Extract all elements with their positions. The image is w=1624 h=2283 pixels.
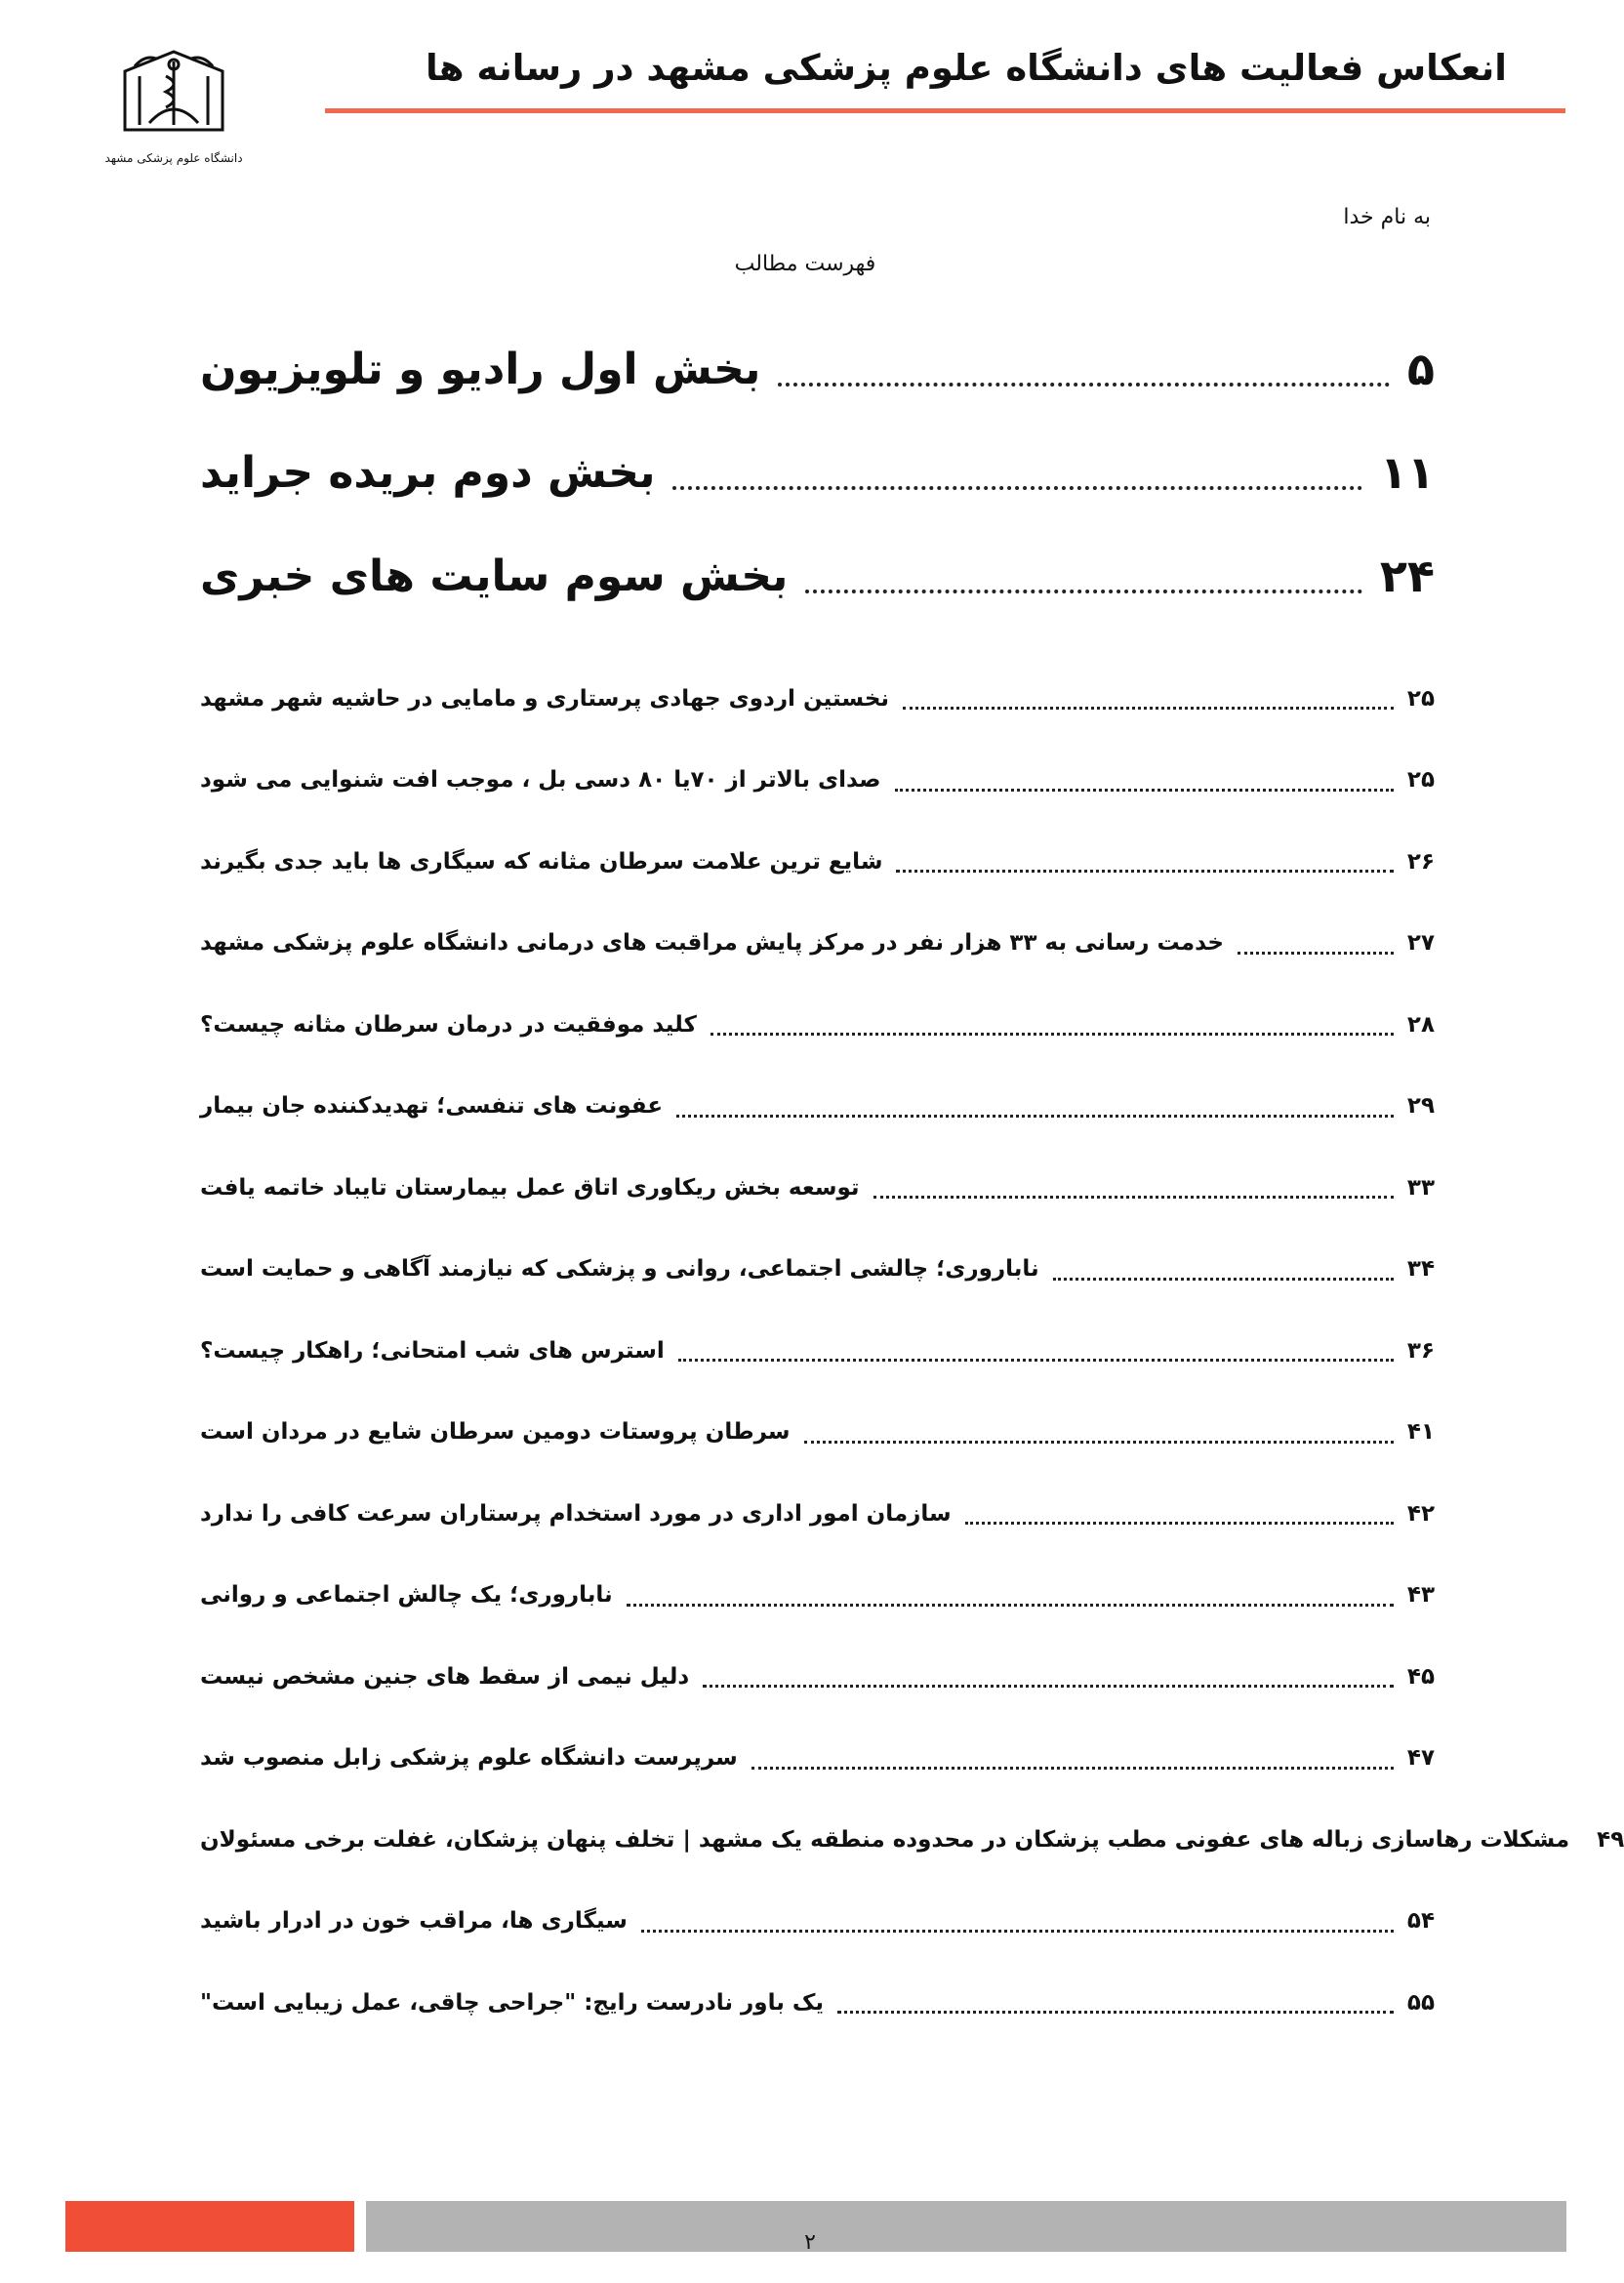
section-title: بخش دوم بریده جراید: [200, 447, 656, 498]
dot-leader: [804, 1441, 1394, 1444]
university-emblem-icon: [105, 37, 242, 174]
item-title: سرپرست دانشگاه علوم پزشکی زابل منصوب شد: [200, 1745, 738, 1772]
document-header-title: انعکاس فعالیت های دانشگاه علوم پزشکی مشهد در رسانه ها: [426, 47, 1507, 89]
item-page-number: ۲۶: [1406, 848, 1435, 875]
dot-leader: [778, 383, 1390, 387]
item-page-number: ۵۴: [1406, 1908, 1435, 1935]
item-title: صدای بالاتر از ۷۰یا ۸۰ دسی بل ، موجب افت شنوایی می شود: [200, 767, 881, 794]
toc-item-row[interactable]: [200, 1881, 1435, 1963]
toc-item-row[interactable]: [200, 1147, 1435, 1229]
item-page-number: ۲۷: [1406, 930, 1435, 957]
item-title: عفونت های تنفسی؛ تهدیدکننده جان بیمار: [200, 1093, 664, 1120]
toc-item-row[interactable]: [200, 1555, 1435, 1637]
header-divider: [325, 108, 1565, 113]
bismillah-line: به نام خدا: [1343, 205, 1431, 229]
item-page-number: ۳۶: [1406, 1337, 1435, 1364]
dot-leader: [703, 1685, 1394, 1688]
toc-heading: فهرست مطالب: [734, 252, 876, 276]
toc-item-row[interactable]: [200, 1310, 1435, 1392]
footer-accent-bar: [65, 2201, 354, 2252]
section-title: بخش اول رادیو و تلویزیون: [200, 344, 761, 394]
item-page-number: ۴۲: [1406, 1500, 1435, 1527]
dot-leader: [873, 1196, 1394, 1199]
item-page-number: ۲۵: [1406, 767, 1435, 794]
dot-leader: [1238, 952, 1394, 955]
item-title: سازمان امور اداری در مورد استخدام پرستاران سرعت کافی را ندارد: [200, 1500, 952, 1527]
item-title: شایع ترین علامت سرطان مثانه که سیگاری ها باید جدی بگیرند: [200, 848, 883, 875]
item-title: دلیل نیمی از سقط های جنین مشخص نیست: [200, 1663, 690, 1690]
section-page-number: ۱۱: [1379, 446, 1435, 499]
item-title: نخستین اردوی جهادی پرستاری و مامایی در حاشیه شهر مشهد: [200, 685, 890, 712]
table-of-contents: [200, 320, 1624, 2044]
logo-caption: دانشگاه علوم پزشکی مشهد: [104, 151, 243, 165]
item-title: خدمت رسانی به ۳۳ هزار نفر در مرکز پایش مراقبت های درمانی دانشگاه علوم پزشکی مشهد: [200, 930, 1224, 957]
toc-item-row[interactable]: [200, 1392, 1435, 1474]
item-page-number: ۵۵: [1406, 1989, 1435, 2016]
dot-leader: [751, 1767, 1394, 1770]
item-page-number: ۴۷: [1406, 1745, 1435, 1772]
toc-section-row[interactable]: [200, 424, 1435, 521]
footer-gray-bar: [366, 2201, 1566, 2252]
dot-leader: [627, 1604, 1394, 1607]
item-page-number: ۲۸: [1406, 1011, 1435, 1038]
toc-item-row[interactable]: [200, 1799, 1624, 1881]
toc-item-row[interactable]: [200, 1962, 1435, 2044]
section-page-number: ۵: [1406, 343, 1435, 395]
section-title: بخش سوم سایت های خبری: [200, 550, 789, 601]
dot-leader: [903, 707, 1394, 710]
toc-item-row[interactable]: [200, 1229, 1435, 1311]
toc-item-row[interactable]: [200, 1718, 1435, 1800]
item-page-number: ۳۳: [1406, 1174, 1435, 1201]
item-title: کلید موفقیت در درمان سرطان مثانه چیست؟: [200, 1011, 697, 1038]
toc-item-list: [200, 658, 1624, 2044]
toc-item-row[interactable]: [200, 1066, 1435, 1148]
dot-leader: [678, 1359, 1394, 1362]
item-title: توسعه بخش ریکاوری اتاق عمل بیمارستان تایباد خاتمه یافت: [200, 1174, 860, 1201]
toc-section-row[interactable]: [200, 320, 1435, 418]
item-page-number: ۴۱: [1406, 1419, 1435, 1446]
dot-leader: [837, 2011, 1394, 2014]
toc-item-row[interactable]: [200, 1473, 1435, 1555]
item-title: یک باور نادرست رایج: "جراحی چاقی، عمل زیبایی است": [200, 1989, 825, 2016]
item-title: ناباروری؛ یک چالش اجتماعی و روانی: [200, 1582, 613, 1609]
toc-item-row[interactable]: [200, 821, 1435, 903]
page-number: ۲: [804, 2230, 816, 2255]
dot-leader: [896, 870, 1393, 873]
section-page-number: ۲۴: [1379, 550, 1435, 602]
dot-leader: [805, 590, 1361, 593]
dot-leader: [672, 486, 1361, 490]
toc-item-row[interactable]: [200, 903, 1435, 985]
dot-leader: [676, 1115, 1394, 1118]
item-title: ناباروری؛ چالشی اجتماعی، روانی و پزشکی که نیازمند آگاهی و حمایت است: [200, 1256, 1039, 1283]
item-page-number: ۴۹: [1597, 1826, 1624, 1853]
item-title: سرطان پروستات دومین سرطان شایع در مردان است: [200, 1419, 791, 1446]
dot-leader: [895, 789, 1394, 792]
dot-leader: [710, 1033, 1394, 1036]
toc-item-row[interactable]: [200, 658, 1435, 740]
item-title: مشکلات رهاسازی زباله های عفونی مطب پزشکان در محدوده منطقه یک مشهد | تخلف پنهان پزشکان، غفلت برخی مسئولان: [200, 1826, 1570, 1853]
item-title: سیگاری ها، مراقب خون در ادرار باشید: [200, 1908, 628, 1935]
item-title: استرس های شب امتحانی؛ راهکار چیست؟: [200, 1337, 665, 1364]
dot-leader: [965, 1522, 1394, 1525]
item-page-number: ۲۵: [1406, 685, 1435, 712]
item-page-number: ۲۹: [1406, 1093, 1435, 1120]
item-page-number: ۴۵: [1406, 1663, 1435, 1690]
toc-item-row[interactable]: [200, 984, 1435, 1066]
dot-leader: [641, 1930, 1394, 1933]
item-page-number: ۳۴: [1406, 1256, 1435, 1283]
item-page-number: ۴۳: [1406, 1582, 1435, 1609]
dot-leader: [1053, 1278, 1394, 1281]
toc-item-row[interactable]: [200, 740, 1435, 822]
toc-item-row[interactable]: [200, 1636, 1435, 1718]
toc-section-row[interactable]: [200, 527, 1435, 625]
